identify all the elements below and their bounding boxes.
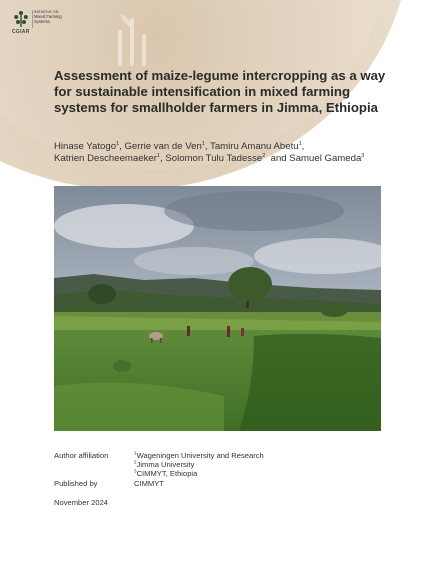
author-name: Gerrie van de Ven — [124, 141, 202, 152]
affiliation-entry: $^1$Wageningen University and Research — [134, 450, 264, 460]
program-line: Mixed Farming — [34, 14, 62, 19]
author-name: Tamiru Amanu Abetu — [210, 141, 299, 152]
publication-date: November 2024 — [54, 498, 109, 507]
author-name: Hinase Yatogo — [54, 141, 117, 152]
logo-divider — [32, 10, 33, 28]
author-list: Hinase Yatogo$^1$, Gerrie van de Ven$^1$, Tamiru Amanu Abetu$^1$, Katrien Descheemaeker$^1$, Solomon Tulu Tadesse$^2$ and Samuel Gameda$^3$ — [54, 140, 365, 165]
affiliation-entry: $^3$CIMMYT, Ethiopia — [134, 468, 198, 478]
affiliation-label: Author affiliation — [54, 451, 109, 460]
author-affiliation-mark: 2 — [262, 153, 266, 160]
document-title: Assessment of maize-legume intercropping as a way for sustainable intensification in mixed farming systems for smallholder farmers in Jimma, Ethiopia — [54, 68, 386, 115]
publisher-label: Published by — [54, 479, 98, 488]
program-line: Systems — [34, 18, 51, 24]
cover-photo-farm-landscape — [54, 186, 381, 431]
publisher-value: CIMMYT — [134, 479, 164, 488]
cgiar-initiative-logo — [12, 9, 72, 35]
author-affiliation-mark: 1 — [201, 140, 205, 147]
author-name: Solomon Tulu Tadesse — [165, 153, 263, 165]
initiative-label: INITIATIVE ON — [34, 10, 59, 14]
author-affiliation-mark: 1 — [298, 140, 302, 147]
author-name: Samuel Gameda — [289, 153, 362, 165]
affiliation-entry: $^2$Jimma University — [134, 459, 195, 469]
author-affiliation-mark: 1 — [156, 153, 160, 160]
watermark-icon — [112, 14, 152, 66]
cgiar-leaf-icon — [12, 9, 30, 29]
program-name — [34, 15, 62, 25]
author-affiliation-mark: 1 — [116, 140, 120, 147]
author-name: Katrien Descheemaeker — [54, 153, 157, 165]
author-affiliation-mark: 3 — [361, 153, 365, 160]
cgiar-wordmark: CGIAR — [12, 29, 30, 35]
